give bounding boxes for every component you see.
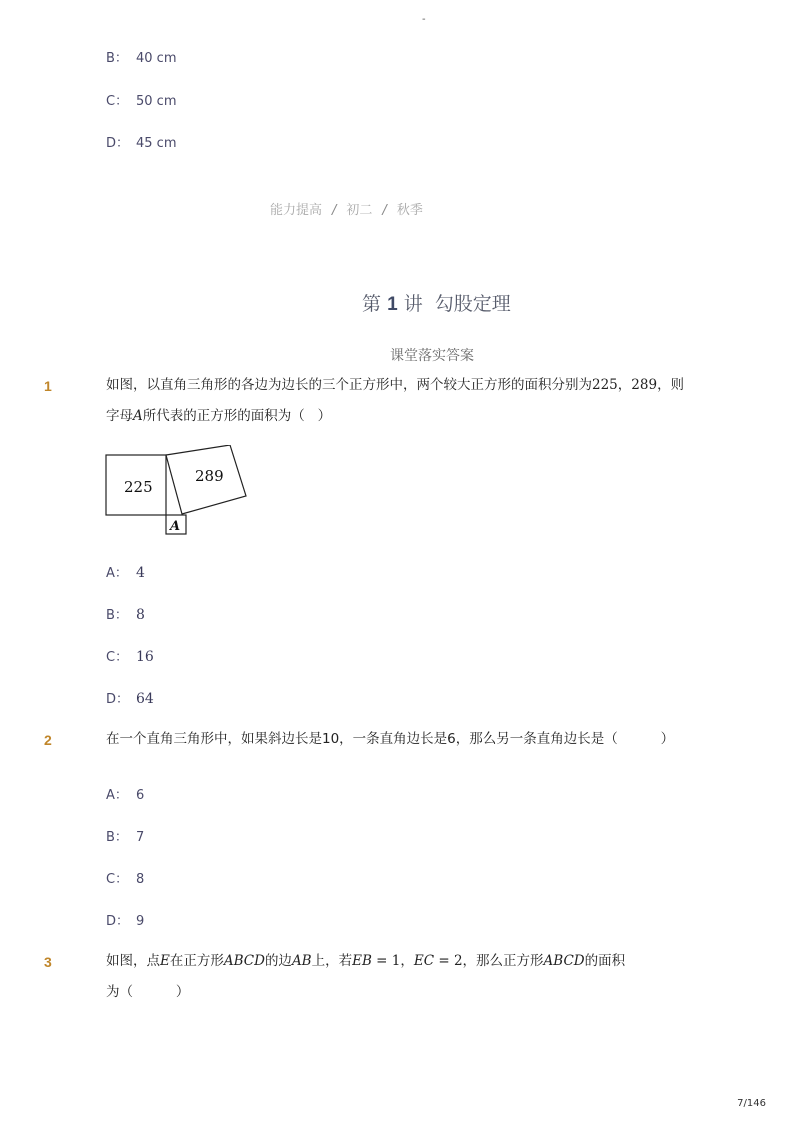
question-line: 如图，点E在正方形ABCD的边AB上，若EB = 1，EC = 2，那么正方形ABCD的面积	[106, 953, 626, 969]
option-label: A：	[106, 788, 128, 803]
top-mark: -	[422, 14, 426, 25]
option-label: B：	[106, 51, 128, 66]
breadcrumb-separator: /	[382, 203, 387, 218]
option-value: 40 cm	[136, 51, 177, 66]
question-line: 如图，以直角三角形的各边为边长的三个正方形中，两个较大正方形的面积分别为225，289，则	[106, 377, 685, 393]
option-value: 8	[136, 607, 145, 623]
question-1-text	[106, 370, 726, 432]
option-label: C：	[106, 94, 129, 109]
pythagoras-figure	[100, 445, 260, 540]
right-square-label: 289	[195, 467, 224, 485]
lecture-suffix: 讲 勾股定理	[403, 293, 511, 315]
breadcrumb-separator: /	[332, 203, 337, 218]
option-a[interactable]	[106, 562, 145, 581]
option-value: 16	[136, 649, 154, 665]
option-label: C：	[106, 872, 129, 887]
option-value: 64	[136, 691, 154, 707]
small-square-label: A	[170, 519, 181, 534]
option-c[interactable]	[106, 868, 144, 887]
question-line: 为（ ）	[106, 984, 190, 1000]
lecture-title	[362, 289, 511, 316]
question-line: 字母A所代表的正方形的面积为（ ）	[106, 408, 332, 424]
breadcrumb-item: 秋季	[396, 203, 423, 218]
page-number: 7/146	[737, 1098, 766, 1109]
option-label: D：	[106, 692, 130, 707]
option-b[interactable]	[106, 826, 144, 845]
option-c[interactable]	[106, 90, 177, 109]
option-c[interactable]	[106, 646, 154, 665]
option-value: 6	[136, 788, 145, 803]
option-label: D：	[106, 914, 130, 929]
option-d[interactable]	[106, 132, 177, 151]
lecture-number: 1	[387, 294, 398, 315]
option-value: 9	[136, 914, 145, 929]
option-b[interactable]	[106, 47, 177, 66]
question-number: 3	[44, 954, 52, 970]
breadcrumb	[270, 199, 423, 218]
option-label: B：	[106, 608, 128, 623]
option-label: A：	[106, 566, 128, 581]
breadcrumb-item: 初二	[346, 203, 373, 218]
option-value: 7	[136, 830, 145, 845]
breadcrumb-item: 能力提高	[270, 203, 323, 218]
question-2-text: 在一个直角三角形中，如果斜边长是10，一条直角边长是6，那么另一条直角边长是（ ）	[106, 731, 675, 747]
question-number: 2	[44, 732, 52, 748]
option-a[interactable]	[106, 784, 144, 803]
option-d[interactable]	[106, 688, 154, 707]
question-3-text	[106, 946, 726, 1008]
option-b[interactable]	[106, 604, 145, 623]
question-number: 1	[44, 378, 52, 394]
option-label: B：	[106, 830, 128, 845]
option-value: 45 cm	[136, 136, 177, 151]
option-label: D：	[106, 136, 130, 151]
lecture-prefix: 第	[362, 293, 382, 315]
option-value: 4	[136, 565, 145, 581]
option-d[interactable]	[106, 910, 144, 929]
option-label: C：	[106, 650, 129, 665]
section-subtitle: 课堂落实答案	[390, 348, 474, 364]
option-value: 50 cm	[136, 94, 177, 109]
left-square-label: 225	[124, 478, 153, 496]
option-value: 8	[136, 872, 145, 887]
